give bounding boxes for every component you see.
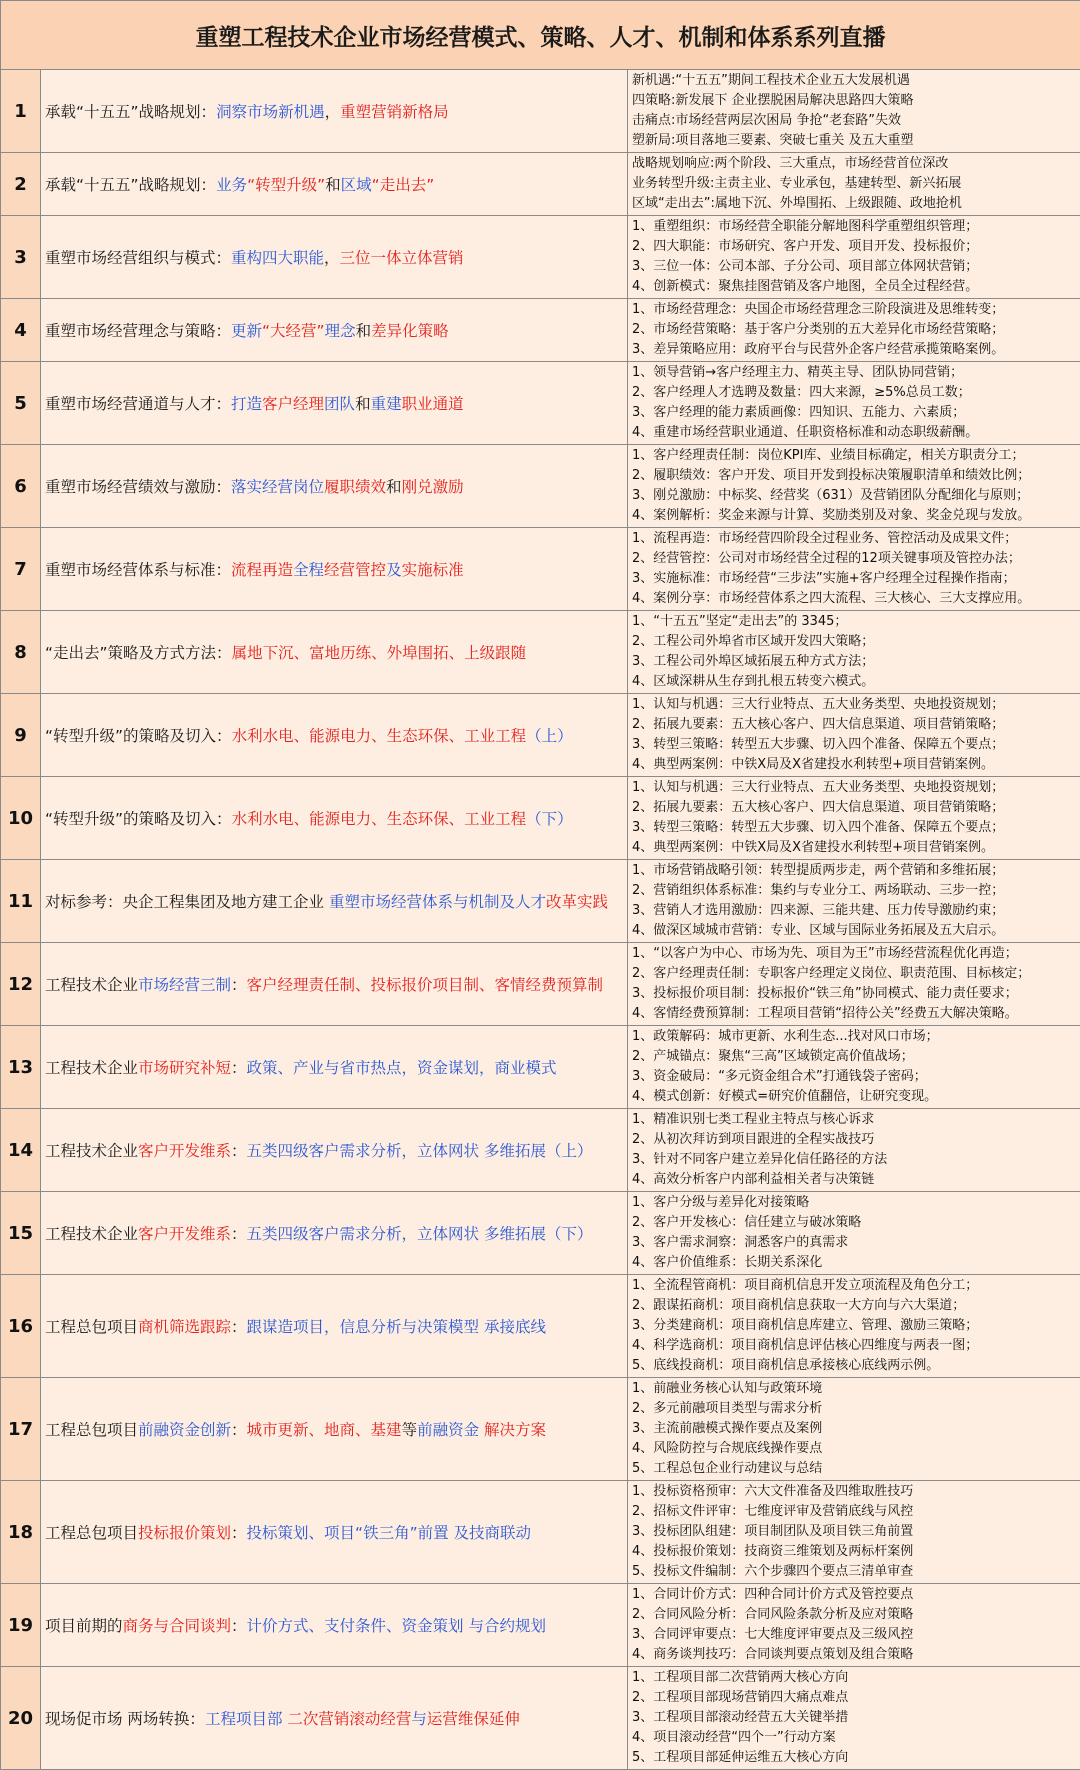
topic-segment: “大经营” — [262, 322, 325, 340]
detail-line: 1、市场营销战略引领：转型提质两步走，两个营销和多维拓展； — [632, 861, 1076, 881]
topic-segment: 打造 — [231, 395, 262, 413]
detail-line: 区域“走出去”:属地下沉、外埠围拓、上级跟随、政地抢机 — [632, 194, 1076, 214]
detail-line: 2、产城锚点：聚焦“三高”区域锁定高价值战场； — [632, 1047, 1076, 1067]
detail-line: 2、营销组织体系标准：集约与专业分工、两场联动、三步一控； — [632, 881, 1076, 901]
topic-segment: 跟谋造项目，信息分析与决策模型 承接底线 — [247, 1318, 546, 1336]
topic-segment: 等 — [402, 1421, 418, 1439]
topic-segment: 工程技术企业 — [45, 976, 138, 994]
row-topic — [41, 528, 628, 611]
topic-segment: （上） — [526, 727, 573, 745]
row-topic — [41, 216, 628, 299]
detail-line: 3、营销人才选用激励：四来源、三能共建、压力传导激励约束； — [632, 901, 1076, 921]
row-number: 10 — [1, 777, 41, 860]
row-topic — [41, 1481, 628, 1584]
topic-segment: 客户开发维系 — [138, 1225, 231, 1243]
detail-line: 2、履职绩效：客户开发、项目开发到投标决策履职清单和绩效比例； — [632, 466, 1076, 486]
detail-line: 3、分类建商机：项目商机信息库建立、管理、激励三策略； — [632, 1316, 1076, 1336]
row-number: 5 — [1, 362, 41, 445]
row-number: 19 — [1, 1584, 41, 1667]
topic-segment: 客户经理责任制、投标报价项目制、客情经费预算制 — [247, 976, 604, 994]
detail-line: 1、前融业务核心认知与政策环境 — [632, 1379, 1076, 1399]
detail-line: 2、客户经理责任制：专职客户经理定义岗位、职责范围、目标核定； — [632, 964, 1076, 984]
row-topic — [41, 70, 628, 153]
detail-line: 4、客户价值维系：长期关系深化 — [632, 1253, 1076, 1273]
detail-line: 4、高效分析客户内部利益相关者与决策链 — [632, 1170, 1076, 1190]
table-row — [1, 362, 1080, 445]
detail-line: 击痛点:市场经营两层次困局 争抢“老套路”失效 — [632, 111, 1076, 131]
row-number: 16 — [1, 1275, 41, 1378]
row-number: 12 — [1, 943, 41, 1026]
topic-segment: 客户经理 — [262, 395, 324, 413]
detail-line: 3、工程公司外埠区域拓展五种方式方法； — [632, 652, 1076, 672]
topic-segment: 职业通道 — [402, 395, 464, 413]
table-row — [1, 1192, 1080, 1275]
detail-line: 2、客户开发核心：信任建立与破冰策略 — [632, 1213, 1076, 1233]
topic-segment: 解决方案 — [484, 1421, 546, 1439]
topic-segment: 前融资金创新 — [138, 1421, 231, 1439]
row-details — [628, 1378, 1080, 1481]
topic-segment: 运营维保延伸 — [427, 1710, 520, 1728]
detail-line: 1、“十五五”坚定“走出去”的 3345； — [632, 612, 1076, 632]
topic-segment: “转型升级”的策略及切入： — [45, 727, 232, 745]
page-title: 重塑工程技术企业市场经营模式、策略、人才、机制和体系系列直播 — [1, 1, 1080, 70]
detail-line: 2、工程公司外埠省市区域开发四大策略； — [632, 632, 1076, 652]
row-topic — [41, 1378, 628, 1481]
row-details — [628, 362, 1080, 445]
detail-line: 1、市场经营理念：央国企市场经营理念三阶段演进及思维转变； — [632, 300, 1076, 320]
detail-line: 3、主流前融模式操作要点及案例 — [632, 1419, 1076, 1439]
topic-segment: 重塑市场经营体系与机制及人才 — [329, 893, 546, 911]
topic-segment: 洞察市场新机遇 — [216, 103, 325, 121]
detail-line: 4、项目滚动经营“四个一”行动方案 — [632, 1728, 1076, 1748]
detail-line: 2、经营管控：公司对市场经营全过程的12项关键事项及管控办法； — [632, 549, 1076, 569]
topic-segment: 改革实践 — [546, 893, 608, 911]
detail-line: 2、合同风险分析：合同风险条款分析及应对策略 — [632, 1605, 1076, 1625]
topic-segment: 业务 — [216, 176, 247, 194]
detail-line: 2、市场经营策略：基于客户分类别的五大差异化市场经营策略； — [632, 320, 1076, 340]
detail-line: 1、政策解码：城市更新、水利生态...找对风口市场； — [632, 1027, 1076, 1047]
row-topic — [41, 1667, 628, 1770]
row-topic — [41, 611, 628, 694]
topic-segment: 和 — [386, 478, 402, 496]
detail-line: 4、创新模式：聚焦挂图营销及客户地图，全员全过程经营。 — [632, 277, 1076, 297]
topic-segment: ： — [231, 1225, 247, 1243]
topic-segment: 商机筛选跟踪 — [138, 1318, 231, 1336]
detail-line: 1、精准识别七类工程业主特点与核心诉求 — [632, 1110, 1076, 1130]
topic-segment: 商务与合同谈判 — [123, 1617, 232, 1635]
table-row — [1, 777, 1080, 860]
topic-segment: “转型升级” — [247, 176, 325, 194]
topic-segment: 全程 — [293, 561, 324, 579]
topic-segment: 项目前期的 — [45, 1617, 123, 1635]
topic-segment: 和 — [325, 176, 341, 194]
detail-line: 4、重建市场经营职业通道、任职资格标准和动态职级薪酬。 — [632, 423, 1076, 443]
topic-segment: 理念 — [325, 322, 356, 340]
topic-segment: ： — [231, 1318, 247, 1336]
row-number: 7 — [1, 528, 41, 611]
row-number: 3 — [1, 216, 41, 299]
detail-line: 4、模式创新：好模式=研究价值翻倍，让研究变现。 — [632, 1087, 1076, 1107]
detail-line: 2、招标文件评审：七维度评审及营销底线与风控 — [632, 1502, 1076, 1522]
topic-segment: “走出去” — [372, 176, 435, 194]
topic-segment: 工程总包项目 — [45, 1421, 138, 1439]
detail-line: 2、多元前融项目类型与需求分析 — [632, 1399, 1076, 1419]
topic-segment: 区域 — [341, 176, 372, 194]
topic-segment: “走出去”策略及方式方法： — [45, 644, 232, 662]
topic-segment: 经营管控 — [324, 561, 386, 579]
row-details — [628, 1481, 1080, 1584]
detail-line: 1、领导营销→客户经理主力、精英主导、团队协同营销； — [632, 363, 1076, 383]
detail-line: 4、科学选商机：项目商机信息评估核心四维度与两表一图； — [632, 1336, 1076, 1356]
row-details — [628, 777, 1080, 860]
table-row — [1, 1378, 1080, 1481]
detail-line: 3、资金破局：“多元资金组合术”打通钱袋子密码； — [632, 1067, 1076, 1087]
detail-line: 2、工程项目部现场营销四大痛点难点 — [632, 1688, 1076, 1708]
row-details — [628, 860, 1080, 943]
detail-line: 3、工程项目部滚动经营五大关键举措 — [632, 1708, 1076, 1728]
detail-line: 2、从初次拜访到项目跟进的全程实战技巧 — [632, 1130, 1076, 1150]
topic-segment: 履职绩效 — [324, 478, 386, 496]
topic-segment: ： — [231, 1059, 247, 1077]
detail-line: 4、案例分享：市场经营体系之四大流程、三大核心、三大支撑应用。 — [632, 589, 1076, 609]
topic-segment: 工程项目部 — [205, 1710, 283, 1728]
row-details — [628, 1275, 1080, 1378]
topic-segment: 三位一体立体营销 — [340, 249, 464, 267]
table-row — [1, 611, 1080, 694]
topic-segment: （下） — [526, 810, 573, 828]
table-row — [1, 1481, 1080, 1584]
row-topic — [41, 943, 628, 1026]
detail-line: 3、转型三策略：转型五大步骤、切入四个准备、保障五个要点； — [632, 735, 1076, 755]
row-details — [628, 153, 1080, 216]
topic-segment: 工程技术企业 — [45, 1059, 138, 1077]
detail-line: 4、做深区域城市营销：专业、区域与国际业务拓展及五大启示。 — [632, 921, 1076, 941]
detail-line: 4、客情经费预算制：工程项目营销“招待公关”经费五大解决策略。 — [632, 1004, 1076, 1024]
detail-line: 3、实施标准：市场经营“三步法”实施+客户经理全过程操作指南； — [632, 569, 1076, 589]
topic-segment: 投标策划、项目“铁三角”前置 及技商联动 — [247, 1524, 532, 1542]
detail-line: 4、典型两案例：中铁X局及X省建投水利转型+项目营销案例。 — [632, 838, 1076, 858]
topic-segment: 五类四级客户需求分析，立体网状 多维拓展（下） — [247, 1225, 593, 1243]
row-details — [628, 299, 1080, 362]
detail-line: 3、转型三策略：转型五大步骤、切入四个准备、保障五个要点； — [632, 818, 1076, 838]
detail-line: 5、投标文件编制：六个步骤四个要点三清单审查 — [632, 1562, 1076, 1582]
row-number: 14 — [1, 1109, 41, 1192]
row-topic — [41, 153, 628, 216]
row-details — [628, 1026, 1080, 1109]
table-row — [1, 445, 1080, 528]
detail-line: 3、投标团队组建：项目制团队及项目铁三角前置 — [632, 1522, 1076, 1542]
detail-line: 1、认知与机遇：三大行业特点、五大业务类型、央地投资规划； — [632, 778, 1076, 798]
topic-segment: 重塑市场经营体系与标准： — [45, 561, 231, 579]
topic-segment: 客户开发维系 — [138, 1142, 231, 1160]
row-number: 11 — [1, 860, 41, 943]
row-topic — [41, 445, 628, 528]
topic-segment: 承载“十五五”战略规划： — [45, 176, 216, 194]
row-topic — [41, 1026, 628, 1109]
row-number: 4 — [1, 299, 41, 362]
topic-segment: 和 — [355, 395, 371, 413]
detail-line: 4、风险防控与合规底线操作要点 — [632, 1439, 1076, 1459]
row-details — [628, 1192, 1080, 1275]
row-number: 17 — [1, 1378, 41, 1481]
table-row — [1, 1667, 1080, 1770]
detail-line: 1、全流程管商机：项目商机信息开发立项流程及角色分工； — [632, 1276, 1076, 1296]
topic-segment: 计价方式、支付条件、资金策划 与合约规划 — [247, 1617, 546, 1635]
topic-segment: 市场研究补短 — [138, 1059, 231, 1077]
detail-line: 3、针对不同客户建立差异化信任路径的方法 — [632, 1150, 1076, 1170]
row-details — [628, 1109, 1080, 1192]
topic-segment: 现场促市场 两场转换： — [45, 1710, 205, 1728]
topic-segment: 与 — [411, 1710, 427, 1728]
topic-segment: ： — [231, 1524, 247, 1542]
detail-line: 1、客户分级与差异化对接策略 — [632, 1193, 1076, 1213]
detail-line: 战略规划响应:两个阶段、三大重点，市场经营首位深改 — [632, 154, 1076, 174]
row-details — [628, 70, 1080, 153]
row-topic — [41, 860, 628, 943]
topic-segment: 二次营销滚动经营 — [287, 1710, 411, 1728]
topic-segment: ： — [231, 976, 247, 994]
detail-line: 2、跟谋拓商机：项目商机信息获取一大方向与六大渠道； — [632, 1296, 1076, 1316]
topic-segment: ： — [231, 1617, 247, 1635]
topic-segment: 团队 — [324, 395, 355, 413]
topic-segment: 重塑市场经营理念与策略： — [45, 322, 231, 340]
detail-line: 2、客户经理人才选聘及数量：四大来源，≥5%总员工数； — [632, 383, 1076, 403]
topic-segment: 工程技术企业 — [45, 1142, 138, 1160]
detail-line: 4、典型两案例：中铁X局及X省建投水利转型+项目营销案例。 — [632, 755, 1076, 775]
topic-segment: 承载“十五五”战略规划： — [45, 103, 216, 121]
detail-line: 2、拓展九要素：五大核心客户、四大信息渠道、项目营销策略； — [632, 715, 1076, 735]
row-number: 9 — [1, 694, 41, 777]
detail-line: 4、区域深耕从生存到扎根五转变六模式。 — [632, 672, 1076, 692]
topic-segment: 及 — [386, 561, 402, 579]
row-number: 13 — [1, 1026, 41, 1109]
row-topic — [41, 1109, 628, 1192]
topic-segment: 重塑市场经营组织与模式： — [45, 249, 231, 267]
row-topic — [41, 777, 628, 860]
table-row — [1, 694, 1080, 777]
detail-line: 1、投标资格预审：六大文件准备及四维取胜技巧 — [632, 1482, 1076, 1502]
topic-segment: 水利水电、能源电力、生态环保、工业工程 — [232, 727, 527, 745]
table-row — [1, 943, 1080, 1026]
table-row — [1, 860, 1080, 943]
row-number: 15 — [1, 1192, 41, 1275]
detail-line: 1、客户经理责任制：岗位KPI库、业绩目标确定，相关方职责分工； — [632, 446, 1076, 466]
detail-line: 塑新局:项目落地三要素、突破七重关 及五大重塑 — [632, 131, 1076, 151]
row-details — [628, 694, 1080, 777]
row-number: 8 — [1, 611, 41, 694]
row-details — [628, 528, 1080, 611]
detail-line: 3、三位一体：公司本部、子分公司、项目部立体网状营销； — [632, 257, 1076, 277]
topic-segment: 流程再造 — [231, 561, 293, 579]
topic-segment: 政策、产业与省市热点，资金谋划，商业模式 — [247, 1059, 557, 1077]
table-row — [1, 1275, 1080, 1378]
topic-segment: 工程技术企业 — [45, 1225, 138, 1243]
table-row — [1, 70, 1080, 153]
detail-line: 业务转型升级:主责主业、专业承包，基建转型、新兴拓展 — [632, 174, 1076, 194]
row-topic — [41, 694, 628, 777]
detail-line: 1、重塑组织：市场经营全职能分解地图科学重塑组织管理； — [632, 217, 1076, 237]
table-row — [1, 216, 1080, 299]
detail-line: 5、工程项目部延伸运维五大核心方向 — [632, 1748, 1076, 1768]
detail-line: 4、投标报价策划：技商资三维策划及两标杆案例 — [632, 1542, 1076, 1562]
row-number: 6 — [1, 445, 41, 528]
table-row — [1, 153, 1080, 216]
detail-line: 3、客户经理的能力素质画像：四知识、五能力、六素质； — [632, 403, 1076, 423]
row-topic — [41, 1192, 628, 1275]
topic-segment: 差异化策略 — [371, 322, 449, 340]
detail-line: 3、投标报价项目制：投标报价“铁三角”协同模式、能力责任要求； — [632, 984, 1076, 1004]
topic-segment: ： — [231, 1421, 247, 1439]
table-row — [1, 1584, 1080, 1667]
detail-line: 3、客户需求洞察：洞悉客户的真需求 — [632, 1233, 1076, 1253]
row-number: 1 — [1, 70, 41, 153]
detail-line: 5、工程总包企业行动建议与总结 — [632, 1459, 1076, 1479]
detail-line: 1、工程项目部二次营销两大核心方向 — [632, 1668, 1076, 1688]
topic-segment: 属地下沉、富地历练、外埠围拓、上级跟随 — [232, 644, 527, 662]
topic-segment: 刚兑激励 — [402, 478, 464, 496]
topic-segment: 工程总包项目 — [45, 1524, 138, 1542]
topic-segment: 更新 — [231, 322, 262, 340]
topic-segment: 重建 — [371, 395, 402, 413]
topic-segment: 投标报价策划 — [138, 1524, 231, 1542]
topic-segment: 重塑市场经营绩效与激励： — [45, 478, 231, 496]
row-topic — [41, 1584, 628, 1667]
topic-segment: ， — [324, 249, 340, 267]
topic-segment: 重构四大职能 — [231, 249, 324, 267]
topic-segment: 水利水电、能源电力、生态环保、工业工程 — [232, 810, 527, 828]
row-details — [628, 1584, 1080, 1667]
row-details — [628, 611, 1080, 694]
row-details — [628, 943, 1080, 1026]
row-details — [628, 445, 1080, 528]
topic-segment: 对标参考：央企工程集团及地方建工企业 — [45, 893, 329, 911]
row-details — [628, 1667, 1080, 1770]
table-row — [1, 299, 1080, 362]
table-row — [1, 1109, 1080, 1192]
title-row — [1, 1, 1080, 70]
topic-segment: ， — [325, 103, 341, 121]
detail-line: 1、“以客户为中心、市场为先、项目为王”市场经营流程优化再造； — [632, 944, 1076, 964]
topic-segment: 重塑营销新格局 — [340, 103, 449, 121]
detail-line: 3、刚兑激励：中标奖、经营奖（631）及营销团队分配细化与原则； — [632, 486, 1076, 506]
topic-segment: 重塑市场经营通道与人才： — [45, 395, 231, 413]
detail-line: 3、合同评审要点：七大维度评审要点及三级风控 — [632, 1625, 1076, 1645]
topic-segment: 五类四级客户需求分析，立体网状 多维拓展（上） — [247, 1142, 593, 1160]
topic-segment: 市场经营三制 — [138, 976, 231, 994]
row-number: 18 — [1, 1481, 41, 1584]
topic-segment: 落实经营岗位 — [231, 478, 324, 496]
row-number: 20 — [1, 1667, 41, 1770]
row-details — [628, 216, 1080, 299]
detail-line: 新机遇:“十五五”期间工程技术企业五大发展机遇 — [632, 71, 1076, 91]
topic-segment: 和 — [356, 322, 372, 340]
table-row — [1, 528, 1080, 611]
detail-line: 3、差异策略应用：政府平台与民营外企客户经营承揽策略案例。 — [632, 340, 1076, 360]
detail-line: 2、拓展九要素：五大核心客户、四大信息渠道、项目营销策略； — [632, 798, 1076, 818]
topic-segment: “转型升级”的策略及切入： — [45, 810, 232, 828]
row-number: 2 — [1, 153, 41, 216]
topic-segment: ： — [231, 1142, 247, 1160]
detail-line: 4、案例解析：奖金来源与计算、奖励类别及对象、奖金兑现与发放。 — [632, 506, 1076, 526]
detail-line: 四策略:新发展下 企业摆脱困局解决思路四大策略 — [632, 91, 1076, 111]
detail-line: 1、合同计价方式：四种合同计价方式及管控要点 — [632, 1585, 1076, 1605]
row-topic — [41, 1275, 628, 1378]
detail-line: 5、底线投商机：项目商机信息承接核心底线两示例。 — [632, 1356, 1076, 1376]
detail-line: 2、四大职能：市场研究、客户开发、项目开发、投标报价； — [632, 237, 1076, 257]
detail-line: 1、流程再造：市场经营四阶段全过程业务、管控活动及成果文件； — [632, 529, 1076, 549]
topic-segment: 城市更新、地商、基建 — [247, 1421, 402, 1439]
table-row — [1, 1026, 1080, 1109]
topic-segment: 实施标准 — [402, 561, 464, 579]
topic-segment: 前融资金 — [417, 1421, 479, 1439]
detail-line: 1、认知与机遇：三大行业特点、五大业务类型、央地投资规划； — [632, 695, 1076, 715]
detail-line: 4、商务谈判技巧：合同谈判要点策划及组合策略 — [632, 1645, 1076, 1665]
row-topic — [41, 299, 628, 362]
topic-segment: 工程总包项目 — [45, 1318, 138, 1336]
row-topic — [41, 362, 628, 445]
